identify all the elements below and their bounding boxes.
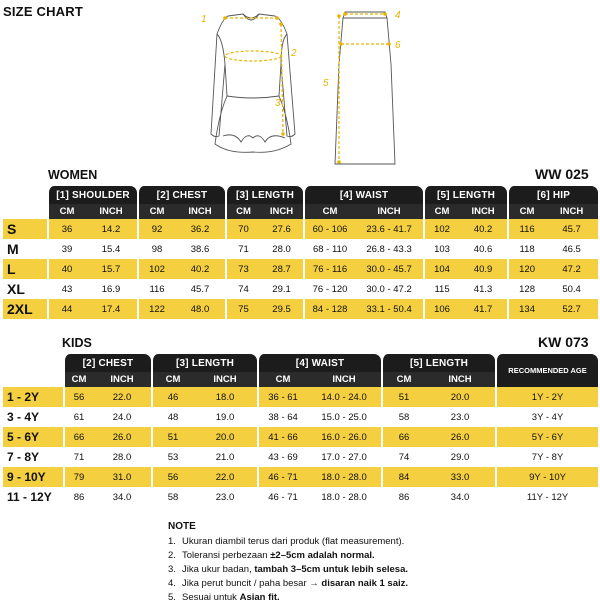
unit-cm: CM xyxy=(225,204,260,219)
table-cell: 73 xyxy=(225,259,260,279)
table-cell: 120 xyxy=(507,259,545,279)
recommended-age: 11Y - 12Y xyxy=(495,487,598,507)
table-cell: 15.7 xyxy=(85,259,137,279)
table-cell: 23.6 - 41.7 xyxy=(355,219,423,239)
note-text: Jika ukur badan, xyxy=(182,564,255,575)
women-code: WW 025 xyxy=(535,166,589,182)
table-row xyxy=(3,427,598,447)
table-row xyxy=(3,387,598,407)
table-cell: 51 xyxy=(151,427,193,447)
size-label: S xyxy=(3,219,47,239)
table-cell: 28.0 xyxy=(260,239,303,259)
garment-illustration xyxy=(195,4,420,169)
marker-6: 6 xyxy=(395,40,401,51)
table-cell: 53 xyxy=(151,447,193,467)
note-number: 4. xyxy=(168,578,176,589)
table-cell: 46.5 xyxy=(545,239,598,259)
table-cell: 51 xyxy=(381,387,425,407)
marker-4: 4 xyxy=(395,10,401,21)
table-cell: 30.0 - 47.2 xyxy=(355,279,423,299)
size-label: 7 - 8Y xyxy=(3,447,63,467)
table-cell: 14.2 xyxy=(85,219,137,239)
table-cell: 43 xyxy=(47,279,85,299)
note-number: 2. xyxy=(168,550,176,561)
table-row xyxy=(3,259,598,279)
table-cell: 86 xyxy=(63,487,93,507)
unit-cm: CM xyxy=(507,204,545,219)
table-cell: 26.0 xyxy=(425,427,495,447)
note-number: 5. xyxy=(168,592,176,600)
table-cell: 23.0 xyxy=(193,487,257,507)
table-cell: 50.4 xyxy=(545,279,598,299)
table-cell: 116 xyxy=(507,219,545,239)
table-cell: 84 - 128 xyxy=(303,299,355,319)
table-cell: 52.7 xyxy=(545,299,598,319)
table-cell: 102 xyxy=(423,219,459,239)
table-cell: 74 xyxy=(225,279,260,299)
table-cell: 56 xyxy=(63,387,93,407)
table-cell: 115 xyxy=(423,279,459,299)
table-cell: 26.8 - 43.3 xyxy=(355,239,423,259)
table-row xyxy=(3,467,598,487)
table-cell: 15.4 xyxy=(85,239,137,259)
table-cell: 28.7 xyxy=(260,259,303,279)
unit-inch: INCH xyxy=(85,204,137,219)
unit-inch: INCH xyxy=(425,372,495,387)
table-cell: 68 - 110 xyxy=(303,239,355,259)
size-label: L xyxy=(3,259,47,279)
marker-5: 5 xyxy=(323,78,329,89)
table-cell: 38 - 64 xyxy=(257,407,307,427)
table-cell: 60 - 106 xyxy=(303,219,355,239)
table-cell: 46 - 71 xyxy=(257,487,307,507)
women-col-waist: [4] WAIST xyxy=(303,186,423,204)
table-cell: 19.0 xyxy=(193,407,257,427)
table-cell: 106 xyxy=(423,299,459,319)
table-cell: 134 xyxy=(507,299,545,319)
unit-inch: INCH xyxy=(193,372,257,387)
note-item xyxy=(168,591,408,600)
table-row xyxy=(3,279,598,299)
size-label: 2XL xyxy=(3,299,47,319)
note-emphasis: tambah 3–5cm untuk lebih selesa. xyxy=(254,564,409,575)
note-item xyxy=(168,535,408,549)
table-cell: 40 xyxy=(47,259,85,279)
size-label: 9 - 10Y xyxy=(3,467,63,487)
unit-cm: CM xyxy=(63,372,93,387)
notes-heading: NOTE xyxy=(168,521,196,532)
kids-col-chest: [2] CHEST xyxy=(63,354,151,372)
table-cell: 31.0 xyxy=(93,467,151,487)
table-cell: 18.0 - 28.0 xyxy=(307,487,381,507)
unit-cm: CM xyxy=(257,372,307,387)
kids-col-recommended-age: RECOMMENDED AGE xyxy=(495,354,598,387)
table-cell: 45.7 xyxy=(545,219,598,239)
table-cell: 45.7 xyxy=(175,279,225,299)
table-cell: 36 xyxy=(47,219,85,239)
size-label: 11 - 12Y xyxy=(3,487,63,507)
table-cell: 29.1 xyxy=(260,279,303,299)
note-item xyxy=(168,549,408,563)
table-cell: 33.1 - 50.4 xyxy=(355,299,423,319)
table-cell: 48 xyxy=(151,407,193,427)
note-emphasis: Asian fit. xyxy=(239,592,280,600)
unit-cm: CM xyxy=(423,204,459,219)
table-cell: 75 xyxy=(225,299,260,319)
note-item xyxy=(168,563,408,577)
unit-inch: INCH xyxy=(355,204,423,219)
size-label: 1 - 2Y xyxy=(3,387,63,407)
recommended-age: 1Y - 2Y xyxy=(495,387,598,407)
table-cell: 17.0 - 27.0 xyxy=(307,447,381,467)
note-item xyxy=(168,577,408,591)
table-cell: 116 xyxy=(137,279,175,299)
table-row xyxy=(3,299,598,319)
table-cell: 128 xyxy=(507,279,545,299)
table-cell: 40.6 xyxy=(459,239,507,259)
unit-inch: INCH xyxy=(459,204,507,219)
size-label: 5 - 6Y xyxy=(3,427,63,447)
kids-code: KW 073 xyxy=(538,334,589,350)
women-label: WOMEN xyxy=(48,168,98,182)
table-cell: 118 xyxy=(507,239,545,259)
unit-inch: INCH xyxy=(93,372,151,387)
note-text: Ukuran diambil terus dari produk (flat measurement). xyxy=(182,536,405,547)
table-cell: 34.0 xyxy=(93,487,151,507)
note-emphasis: ±2–5cm adalah normal. xyxy=(270,550,375,561)
table-cell: 36.2 xyxy=(175,219,225,239)
table-cell: 43 - 69 xyxy=(257,447,307,467)
kids-col-length: [3] LENGTH xyxy=(151,354,257,372)
table-cell: 46 xyxy=(151,387,193,407)
table-cell: 76 - 120 xyxy=(303,279,355,299)
table-cell: 24.0 xyxy=(93,407,151,427)
table-cell: 15.0 - 25.0 xyxy=(307,407,381,427)
note-text: Toleransi perbezaan xyxy=(182,550,271,561)
table-row xyxy=(3,219,598,239)
notes-section xyxy=(168,520,408,600)
table-cell: 122 xyxy=(137,299,175,319)
table-cell: 21.0 xyxy=(193,447,257,467)
table-row xyxy=(3,487,598,507)
unit-cm: CM xyxy=(47,204,85,219)
table-cell: 29.0 xyxy=(425,447,495,467)
unit-cm: CM xyxy=(381,372,425,387)
table-cell: 74 xyxy=(381,447,425,467)
table-cell: 103 xyxy=(423,239,459,259)
table-cell: 44 xyxy=(47,299,85,319)
note-number: 3. xyxy=(168,564,176,575)
table-cell: 22.0 xyxy=(93,387,151,407)
table-cell: 46 - 71 xyxy=(257,467,307,487)
size-label: M xyxy=(3,239,47,259)
table-cell: 30.0 - 45.7 xyxy=(355,259,423,279)
table-row xyxy=(3,239,598,259)
unit-inch: INCH xyxy=(260,204,303,219)
table-cell: 16.9 xyxy=(85,279,137,299)
table-cell: 22.0 xyxy=(193,467,257,487)
table-cell: 58 xyxy=(381,407,425,427)
table-cell: 92 xyxy=(137,219,175,239)
table-cell: 86 xyxy=(381,487,425,507)
size-label: XL xyxy=(3,279,47,299)
table-cell: 17.4 xyxy=(85,299,137,319)
kids-col-waist: [4] WAIST xyxy=(257,354,381,372)
table-cell: 26.0 xyxy=(93,427,151,447)
women-col-chest: [2] CHEST xyxy=(137,186,225,204)
table-cell: 84 xyxy=(381,467,425,487)
table-cell: 41.3 xyxy=(459,279,507,299)
table-cell: 76 - 116 xyxy=(303,259,355,279)
unit-inch: INCH xyxy=(175,204,225,219)
table-cell: 66 xyxy=(381,427,425,447)
table-cell: 58 xyxy=(151,487,193,507)
table-cell: 41 - 66 xyxy=(257,427,307,447)
unit-cm: CM xyxy=(303,204,355,219)
women-col-shoulder: [1] SHOULDER xyxy=(47,186,137,204)
marker-2: 2 xyxy=(291,48,297,59)
note-text: Jika perut buncit / paha besar → xyxy=(182,578,322,589)
women-col-skirt-length: [5] LENGTH xyxy=(423,186,507,204)
table-cell: 40.2 xyxy=(459,219,507,239)
note-emphasis: disaran naik 1 saiz. xyxy=(321,578,409,589)
table-cell: 48.0 xyxy=(175,299,225,319)
table-cell: 71 xyxy=(63,447,93,467)
table-cell: 104 xyxy=(423,259,459,279)
notes-list xyxy=(168,535,408,600)
table-cell: 41.7 xyxy=(459,299,507,319)
table-row xyxy=(3,447,598,467)
table-cell: 29.5 xyxy=(260,299,303,319)
unit-cm: CM xyxy=(151,372,193,387)
marker-1: 1 xyxy=(201,14,207,25)
table-cell: 27.6 xyxy=(260,219,303,239)
kids-label: KIDS xyxy=(62,336,92,350)
note-number: 1. xyxy=(168,536,176,547)
table-cell: 102 xyxy=(137,259,175,279)
women-size-table xyxy=(3,186,598,319)
table-cell: 20.0 xyxy=(193,427,257,447)
page-title: SIZE CHART xyxy=(3,4,83,19)
table-cell: 40.9 xyxy=(459,259,507,279)
table-cell: 28.0 xyxy=(93,447,151,467)
kids-size-table xyxy=(3,354,598,507)
women-col-hip: [6] HIP xyxy=(507,186,598,204)
table-row xyxy=(3,407,598,427)
table-cell: 14.0 - 24.0 xyxy=(307,387,381,407)
table-cell: 34.0 xyxy=(425,487,495,507)
table-cell: 66 xyxy=(63,427,93,447)
women-col-length: [3] LENGTH xyxy=(225,186,303,204)
table-cell: 33.0 xyxy=(425,467,495,487)
table-cell: 61 xyxy=(63,407,93,427)
table-cell: 70 xyxy=(225,219,260,239)
skirt-drawing xyxy=(335,12,395,164)
table-cell: 71 xyxy=(225,239,260,259)
table-cell: 20.0 xyxy=(425,387,495,407)
unit-inch: INCH xyxy=(307,372,381,387)
note-text: Sesuai untuk xyxy=(182,592,240,600)
recommended-age: 3Y - 4Y xyxy=(495,407,598,427)
kids-col-skirt-length: [5] LENGTH xyxy=(381,354,495,372)
table-cell: 79 xyxy=(63,467,93,487)
unit-inch: INCH xyxy=(545,204,598,219)
table-cell: 23.0 xyxy=(425,407,495,427)
table-cell: 56 xyxy=(151,467,193,487)
table-cell: 39 xyxy=(47,239,85,259)
recommended-age: 7Y - 8Y xyxy=(495,447,598,467)
size-label: 3 - 4Y xyxy=(3,407,63,427)
table-cell: 40.2 xyxy=(175,259,225,279)
table-cell: 36 - 61 xyxy=(257,387,307,407)
table-cell: 38.6 xyxy=(175,239,225,259)
recommended-age: 9Y - 10Y xyxy=(495,467,598,487)
unit-cm: CM xyxy=(137,204,175,219)
table-cell: 47.2 xyxy=(545,259,598,279)
table-cell: 18.0 xyxy=(193,387,257,407)
table-cell: 98 xyxy=(137,239,175,259)
table-cell: 18.0 - 28.0 xyxy=(307,467,381,487)
marker-3: 3 xyxy=(275,98,281,109)
table-cell: 16.0 - 26.0 xyxy=(307,427,381,447)
recommended-age: 5Y - 6Y xyxy=(495,427,598,447)
